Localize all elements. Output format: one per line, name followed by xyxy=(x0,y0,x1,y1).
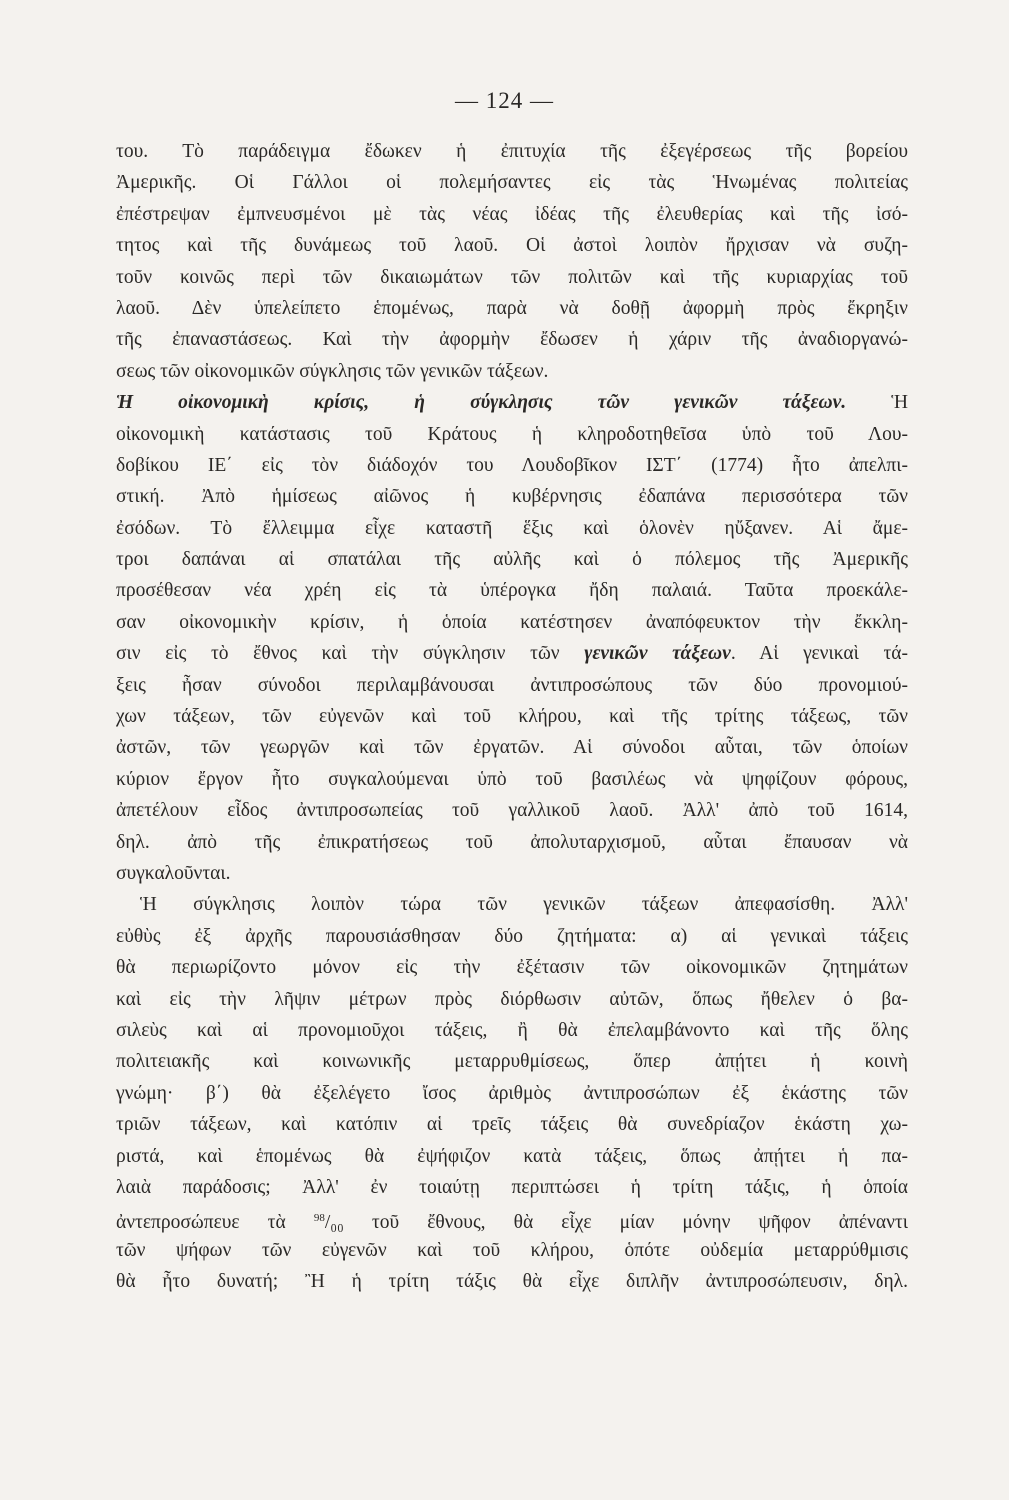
text-line: τητος καὶ τῆς δυνάμεως τοῦ λαοῦ. Οἱ ἀστοὶ λοιπὸν ἤρχισαν νὰ συζη- xyxy=(116,235,908,257)
page-number: — 124 — xyxy=(455,88,554,113)
text-segment: . Αἱ γενικαὶ τά- xyxy=(730,643,909,665)
text-line: χων τάξεων, τῶν εὐγενῶν καὶ τοῦ κλήρου, καὶ τῆς τρίτης τάξεως, τῶν xyxy=(116,706,908,728)
text-line: εὐθὺς ἐξ ἀρχῆς παρουσιάσθησαν δύο ζητήματα: α) αἱ γενικαὶ τάξεις xyxy=(116,925,908,947)
text-line-fraction xyxy=(116,1203,908,1234)
section-heading-line xyxy=(116,387,908,418)
text-segment: /₀₀ τοῦ ἔθνους, θὰ εἶχε μίαν μόνην ψῆφον ἀπέναντι xyxy=(324,1212,908,1234)
text-line: λαιὰ παράδοσις; Ἀλλ' ἐν τοιαύτῃ περιπτώσει ἡ τρίτη τάξις, ἡ ὁποία xyxy=(116,1176,908,1198)
text-line: ριστά, καὶ ἑπομένως θὰ ἐψήφιζον κατὰ τάξεις, ὅπως ἀπῄτει ἡ πα- xyxy=(116,1145,908,1167)
text-line: θὰ ἦτο δυνατή; Ἢ ἡ τρίτη τάξις θὰ εἶχε διπλῆν ἀντιπροσώπευσιν, δηλ. xyxy=(116,1271,908,1293)
text-line: πολιτειακῆς καὶ κοινωνικῆς μεταρρυθμίσεως, ὅπερ ἀπῄτει ἡ κοινὴ xyxy=(116,1051,908,1073)
text-line: του. Τὸ παράδειγμα ἔδωκεν ἡ ἐπιτυχία τῆς ἐξεγέρσεως τῆς βορείου xyxy=(116,141,908,162)
text-line: προσέθεσαν νέα χρέη εἰς τὰ ὑπέρογκα ἤδη παλαιά. Ταῦτα προεκάλε- xyxy=(116,580,908,602)
text-line: θὰ περιωρίζοντο μόνον εἰς τὴν ἐξέτασιν τῶν οἰκονομικῶν ζητημάτων xyxy=(116,957,908,979)
text-line-emphasis xyxy=(116,638,908,669)
text-line: γνώμη· β΄) θὰ ἐξελέγετο ἴσος ἀριθμὸς ἀντιπροσώπων ἐξ ἑκάστης τῶν xyxy=(116,1082,908,1104)
text-line: τριῶν τάξεων, καὶ κατόπιν αἱ τρεῖς τάξεις θὰ συνεδρίαζον ἑκάστη χω- xyxy=(116,1114,908,1136)
heading-tail: Ἡ xyxy=(891,392,908,414)
text-line: τῆς ἐπαναστάσεως. Καὶ τὴν ἀφορμὴν ἔδωσεν ἡ χάριν τῆς ἀναδιοργανώ- xyxy=(116,329,908,351)
text-line: Ἀμερικῆς. Οἱ Γάλλοι οἱ πολεμήσαντες εἰς τὰς Ἡνωμένας πολιτείας xyxy=(116,172,908,194)
text-line: οἰκονομικὴ κατάστασις τοῦ Κράτους ἡ κληροδοτηθεῖσα ὑπὸ τοῦ Λου- xyxy=(116,423,908,445)
body-text xyxy=(116,136,908,1297)
text-line: δηλ. ἀπὸ τῆς ἐπικρατήσεως τοῦ ἀπολυταρχισμοῦ, αὗται ἔπαυσαν νὰ xyxy=(116,831,908,853)
emphasized-term: γενικῶν τάξεων xyxy=(584,643,731,665)
text-line: ἀπετέλουν εἶδος ἀντιπροσωπείας τοῦ γαλλικοῦ λαοῦ. Ἀλλ' ἀπὸ τοῦ 1614, xyxy=(116,800,908,822)
text-segment: σιν εἰς τὸ ἔθνος καὶ τὴν σύγκλησιν τῶν xyxy=(116,643,560,665)
text-line: ἐσόδων. Τὸ ἔλλειμμα εἶχε καταστῆ ἕξις καὶ ὁλονὲν ηὔξανεν. Αἱ ἄμε- xyxy=(116,517,908,539)
text-line: ξεις ἦσαν σύνοδοι περιλαμβάνουσαι ἀντιπροσώπους τῶν δύο προνομιού- xyxy=(116,674,908,696)
text-line: λαοῦ. Δὲν ὑπελείπετο ἑπομένως, παρὰ νὰ δοθῇ ἀφορμὴ πρὸς ἔκρηξιν xyxy=(116,297,908,319)
text-line: ἀστῶν, τῶν γεωργῶν καὶ τῶν ἐργατῶν. Αἱ σύνοδοι αὗται, τῶν ὁποίων xyxy=(116,737,908,759)
text-line: Ἡ σύγκλησις λοιπὸν τώρα τῶν γενικῶν τάξεων ἀπεφασίσθη. Ἀλλ' xyxy=(140,894,908,916)
fraction-superscript: 98 xyxy=(313,1212,325,1225)
text-line: ἐπέστρεψαν ἐμπνευσμένοι μὲ τὰς νέας ἰδέας τῆς ἐλευθερίας καὶ τῆς ἰσό- xyxy=(116,203,908,225)
text-line: σεως τῶν οἰκονομικῶν σύγκλησις τῶν γενικῶν τάξεων. xyxy=(116,360,549,382)
text-line: σιλεὺς καὶ αἱ προνομιοῦχοι τάξεις, ἢ θὰ ἐπελαμβάνοντο καὶ τῆς ὅλης xyxy=(116,1019,908,1041)
text-line: τοῦν κοινῶς περὶ τῶν δικαιωμάτων τῶν πολιτῶν καὶ τῆς κυριαρχίας τοῦ xyxy=(116,266,908,288)
text-line: κύριον ἔργον ἦτο συγκαλούμεναι ὑπὸ τοῦ βασιλέως νὰ ψηφίζουν φόρους, xyxy=(116,768,908,790)
text-line: στική. Ἀπὸ ἡμίσεως αἰῶνος ἡ κυβέρνησις ἐδαπάνα περισσότερα τῶν xyxy=(116,486,908,508)
text-line: τροι δαπάναι αἱ σπατάλαι τῆς αὐλῆς καὶ ὁ πόλεμος τῆς Ἀμερικῆς xyxy=(116,549,908,571)
text-line: καὶ εἰς τὴν λῆψιν μέτρων πρὸς διόρθωσιν αὐτῶν, ὅπως ἤθελεν ὁ βα- xyxy=(116,988,908,1010)
section-heading: Ἡ οἰκονομικὴ κρίσις, ἡ σύγκλησις τῶν γενικῶν τάξεων. xyxy=(116,392,847,414)
text-line: δοβίκου ΙΕ΄ εἰς τὸν διάδοχόν του Λουδοβῖκον ΙΣΤ΄ (1774) ἦτο ἀπελπι- xyxy=(116,454,908,476)
text-line: τῶν ψήφων τῶν εὐγενῶν καὶ τοῦ κλήρου, ὁπότε οὐδεμία μεταρρύθμισις xyxy=(116,1239,908,1261)
text-segment: ἀντεπροσώπευε τὰ xyxy=(116,1212,286,1234)
text-line: σαν οἰκονομικὴν κρίσιν, ἡ ὁποία κατέστησεν ἀναπόφευκτον τὴν ἔκκλη- xyxy=(116,611,908,633)
text-line: συγκαλοῦνται. xyxy=(116,862,231,884)
